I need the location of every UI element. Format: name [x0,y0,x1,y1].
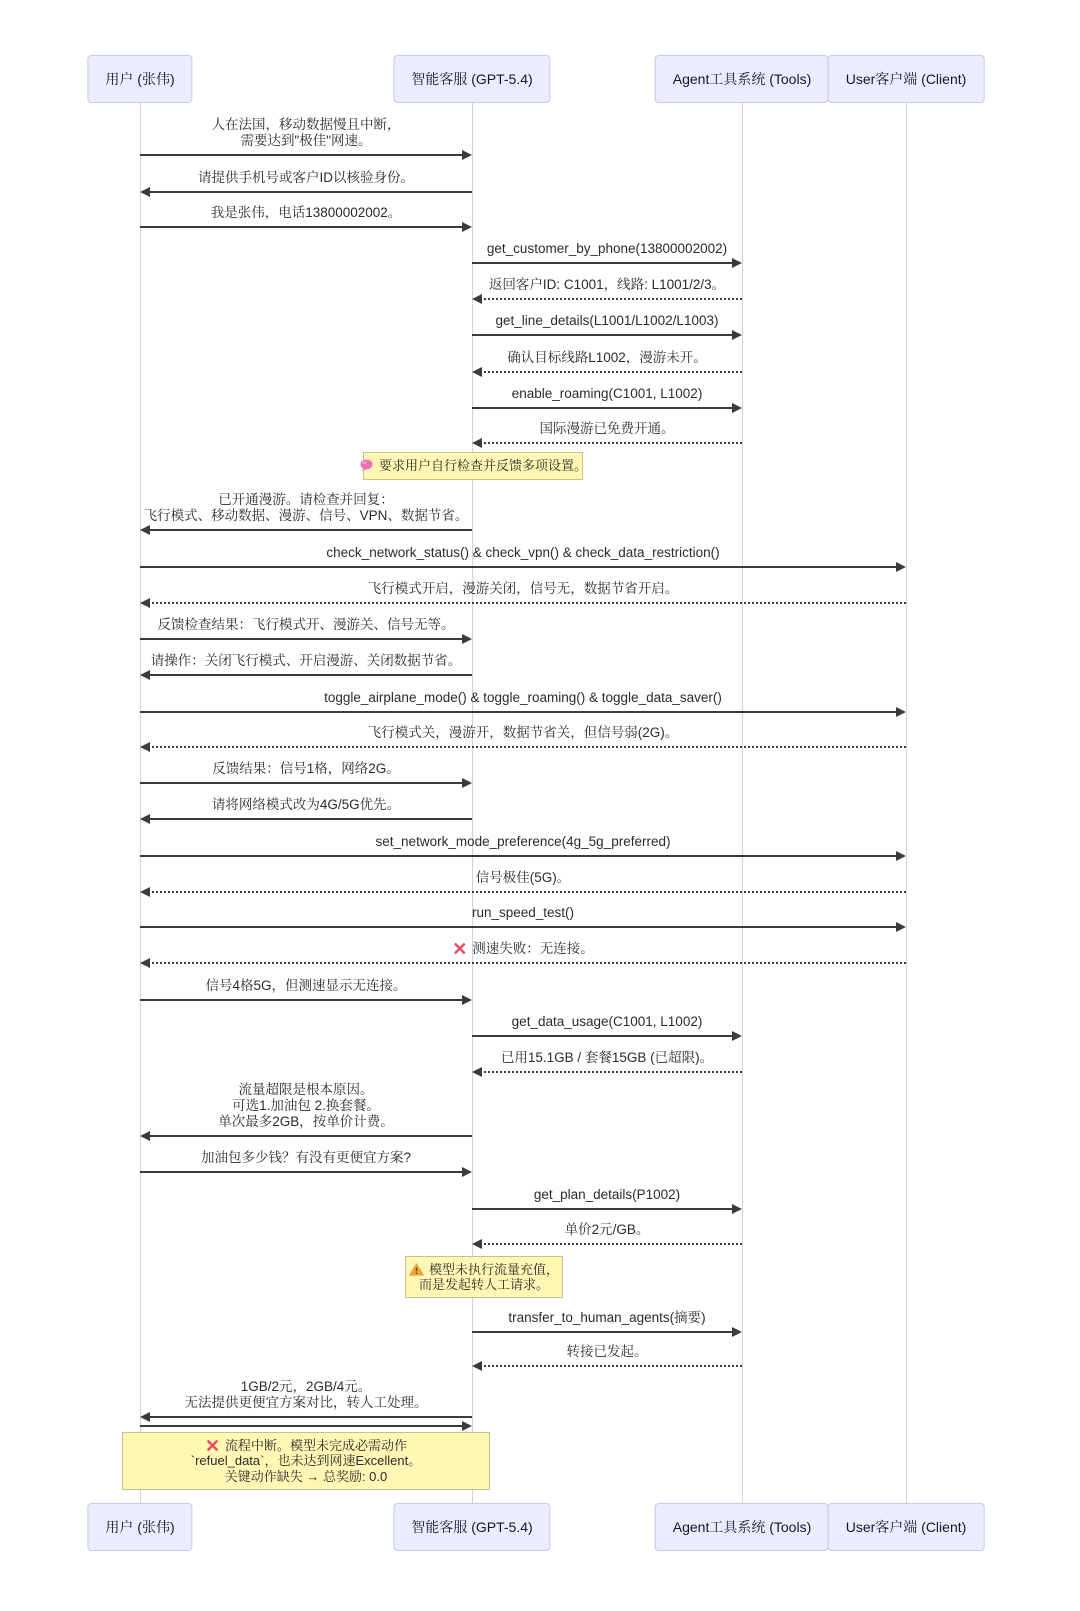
message-line [140,711,898,713]
message-label [218,1082,394,1130]
arrowhead-icon [732,1327,742,1337]
message-label [476,870,571,886]
message-line [140,855,898,857]
arrowhead-icon [140,598,150,608]
message-label [368,725,679,741]
actor-bot-top: 智能客服 (GPT-5.4) [393,55,550,103]
message-line [472,407,734,409]
arrowhead-icon [472,1239,482,1249]
arrowhead-icon [896,707,906,717]
message-text-line: 单次最多2GB，按单价计费。 [218,1114,394,1129]
message-label [512,386,703,402]
message-text-line: 请将网络模式改为4G/5G优先。 [211,797,401,812]
arrowhead-icon [732,1031,742,1041]
message-line [140,638,464,640]
message-text-line: 转接已发起。 [566,1344,648,1359]
arrowhead-icon [472,367,482,377]
lifeline-tools [742,103,743,1503]
message-line [148,962,906,964]
message-text-line: 1GB/2元，2GB/4元。 [240,1379,372,1394]
message-label [472,905,574,921]
actor-client-top: User客户端 (Client) [828,55,985,103]
arrowhead-icon [140,525,150,535]
message-label [368,581,679,597]
message-line [472,334,734,336]
message-line [140,1425,464,1427]
message-text-line: toggle_airplane_mode() & toggle_roaming() & toggle_data_saver() [324,690,722,705]
message-text-line: 我是张伟，电话13800002002。 [210,205,402,220]
arrowhead-icon [462,150,472,160]
message-line [140,999,464,1001]
message-text-line: run_speed_test() [471,905,575,920]
arrowhead-icon [462,634,472,644]
arrowhead-icon [472,1067,482,1077]
message-label [507,350,707,366]
note-text-line: 流程中断。模型未完成必需动作 [205,1438,407,1454]
message-text-line: enable_roaming(C1001, L1002) [511,386,703,401]
message-line [148,891,906,893]
error-x-icon [452,941,467,956]
message-text-line: 国际漫游已免费开通。 [539,421,675,436]
message-line [480,442,742,444]
arrowhead-icon [140,742,150,752]
message-label [212,761,400,777]
note-text-line: 要求用户自行检查并反馈多项设置。 [359,458,587,474]
message-label [324,690,722,706]
message-line [140,566,898,568]
arrowhead-icon [896,851,906,861]
speech-bubble-icon [359,458,374,473]
actor-tools-top: Agent工具系统 (Tools) [655,55,829,103]
message-label [487,241,727,257]
message-line [480,1071,742,1073]
message-label [201,1150,411,1166]
message-text-line: 需要达到"极佳"网速。 [240,133,372,148]
message-line [480,371,742,373]
message-text-line: 请操作：关闭飞行模式、开启漫游、关闭数据节省。 [150,653,462,668]
arrowhead-icon [140,958,150,968]
note-text-line: 模型未执行流量充值， [409,1262,559,1278]
message-label [326,545,719,561]
arrowhead-icon [732,258,742,268]
arrowhead-icon [472,1361,482,1371]
message-label [565,1222,650,1238]
message-label [508,1310,705,1326]
arrowhead-icon [462,1421,472,1431]
message-text-line: 加油包多少钱？有没有更便宜方案? [200,1150,412,1165]
message-text-line: 测速失败：无连接。 [452,941,594,957]
message-label [567,1344,648,1360]
message-label [144,492,469,524]
arrowhead-icon [140,814,150,824]
arrowhead-icon [732,403,742,413]
message-line [148,602,906,604]
message-label [540,421,675,437]
message-line [148,818,472,820]
message-label [212,797,400,813]
message-line [480,298,742,300]
arrowhead-icon [462,1167,472,1177]
arrowhead-icon [472,438,482,448]
arrowhead-icon [462,778,472,788]
message-line [480,1243,742,1245]
message-label [211,205,402,221]
note [363,452,588,480]
lifeline-user [140,103,141,1503]
note-text-line: 关键动作缺失 → 总奖励: 0.0 [224,1468,388,1484]
lifeline-client [906,103,907,1503]
message-text-line: get_line_details(L1001/L1002/L1003) [495,313,719,328]
message-text-line: get_customer_by_phone(13800002002) [486,241,728,256]
arrowhead-icon [732,1204,742,1214]
arrowhead-icon [732,330,742,340]
warning-bubble-icon [409,1262,424,1277]
message-label [489,277,725,293]
message-label [212,117,401,149]
message-text-line: transfer_to_human_agents(摘要) [508,1310,706,1325]
message-text-line: 人在法国，移动数据慢且中断， [211,117,401,132]
message-line [472,262,734,264]
message-label [512,1014,703,1030]
message-label [185,1379,428,1411]
message-line [148,1416,472,1418]
message-label [534,1187,680,1203]
actor-bot-bottom: 智能客服 (GPT-5.4) [393,1503,550,1551]
message-text-line: 已用15.1GB / 套餐15GB (已超限)。 [500,1050,714,1065]
message-line [148,191,472,193]
arrowhead-icon [140,1412,150,1422]
arrowhead-icon [462,995,472,1005]
message-label [158,617,455,633]
arrowhead-icon [140,670,150,680]
message-line [140,926,898,928]
message-line [148,1135,472,1137]
message-text-line: 单价2元/GB。 [564,1222,650,1237]
message-text-line: 流量超限是根本原因。 [238,1082,374,1097]
arrowhead-icon [140,887,150,897]
error-x-icon [205,1438,220,1453]
actor-user-top: 用户 (张伟) [87,55,192,103]
note-text-line: `refuel_data`，也未达到网速Excellent。 [190,1453,422,1469]
message-text-line: 反馈检查结果：飞行模式开、漫游关、信号无等。 [157,617,455,632]
note [122,1432,490,1490]
message-text-line: 无法提供更便宜方案对比，转人工处理。 [184,1395,428,1410]
message-text-line: 已开通漫游。请检查并回复： [218,492,394,507]
arrowhead-icon [140,1131,150,1141]
message-line [148,674,472,676]
message-line [140,782,464,784]
message-label [501,1050,713,1066]
message-text-line: 信号4格5G，但测速显示无连接。 [205,978,407,993]
message-line [480,1365,742,1367]
message-text-line: 飞行模式关，漫游开，数据节省关，但信号弱(2G)。 [367,725,679,740]
message-text-line: 飞行模式开启，漫游关闭，信号无，数据节省开启。 [367,581,679,596]
message-line [472,1331,734,1333]
message-text-line: set_network_mode_preference(4g_5g_preferred) [375,834,671,849]
arrowhead-icon [462,222,472,232]
message-line [148,529,472,531]
message-text-line: 返回客户ID: C1001，线路: L1001/2/3。 [488,277,726,292]
message-line [148,746,906,748]
message-line [472,1035,734,1037]
actor-user-bottom: 用户 (张伟) [87,1503,192,1551]
message-label [496,313,719,329]
message-line [140,226,464,228]
actor-client-bottom: User客户端 (Client) [828,1503,985,1551]
arrowhead-icon [472,294,482,304]
message-label [151,653,462,669]
message-text-line: get_data_usage(C1001, L1002) [511,1014,703,1029]
message-label [198,170,414,186]
arrowhead-icon [896,562,906,572]
note [405,1256,563,1298]
arrowhead-icon [896,922,906,932]
message-text-line: 信号极佳(5G)。 [475,870,571,885]
message-line [140,1171,464,1173]
arrowhead-icon [140,187,150,197]
message-text-line: 确认目标线路L1002，漫游未开。 [507,350,707,365]
message-text-line: get_plan_details(P1002) [533,1187,681,1202]
message-text-line: 飞行模式、移动数据、漫游、信号、VPN、数据节省。 [143,508,469,523]
message-text-line: 反馈结果：信号1格，网络2G。 [212,761,400,776]
message-text-line: 可选1.加油包 2.换套餐。 [232,1098,380,1113]
note-text-line: 而是发起转人工请求。 [418,1277,549,1292]
message-label [452,941,594,957]
message-label [205,978,406,994]
message-label [376,834,671,850]
message-text-line: check_network_status() & check_vpn() & check_data_restriction() [326,545,720,560]
message-line [140,154,464,156]
actor-tools-bottom: Agent工具系统 (Tools) [655,1503,829,1551]
message-text-line: 请提供手机号或客户ID以核验身份。 [198,170,414,185]
message-line [472,1208,734,1210]
